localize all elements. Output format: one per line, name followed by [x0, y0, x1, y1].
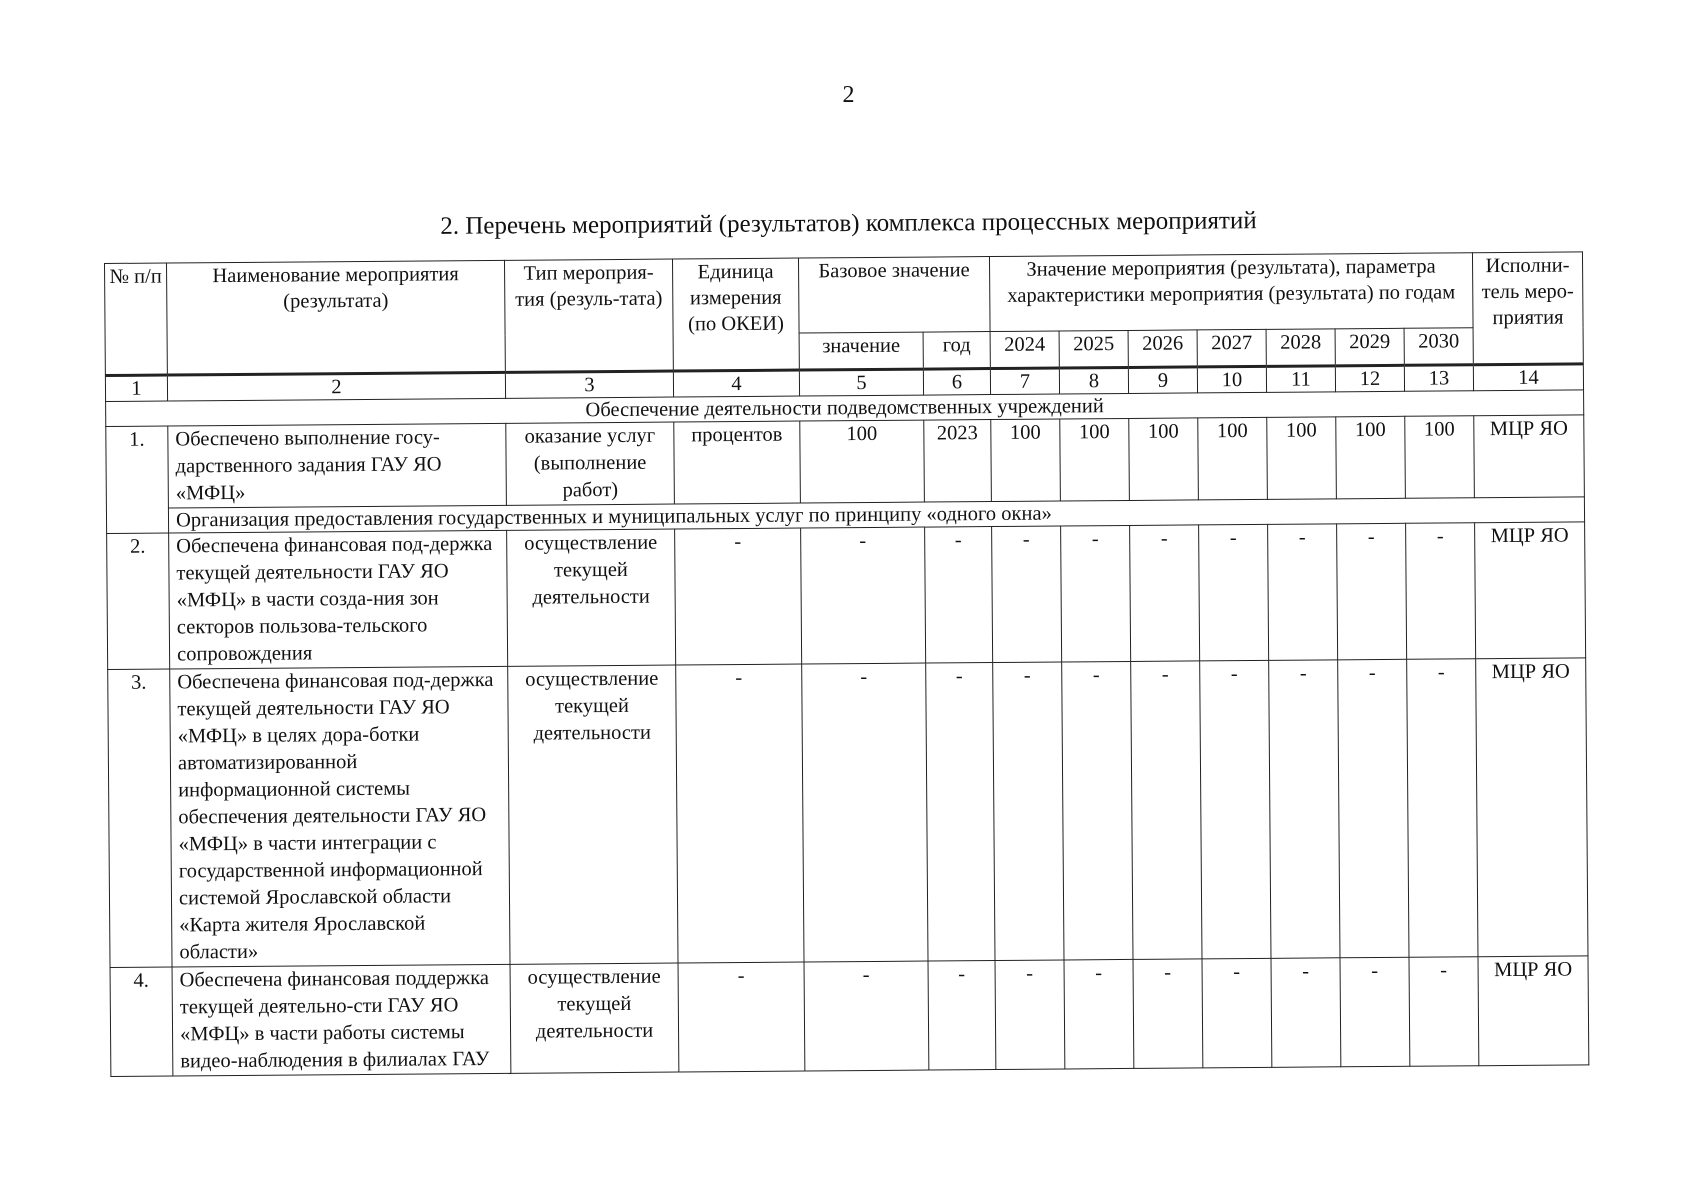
column-number: 6: [923, 369, 990, 396]
header-no: № п/п: [105, 263, 168, 375]
column-number: 11: [1266, 366, 1335, 393]
column-number: 13: [1404, 365, 1473, 392]
header-unit: Единица измерения (по ОКЕИ): [672, 258, 799, 371]
header-values: Значение мероприятия (результата), параметра характеристики мероприятия (результата) по годам: [989, 253, 1473, 332]
row-value: -: [1133, 959, 1203, 1069]
row-value: -: [993, 662, 1064, 961]
header-base-value: значение: [799, 332, 923, 370]
row-executor: МЦР ЯО: [1474, 415, 1585, 498]
row-value: -: [992, 526, 1062, 663]
header-year: 2029: [1335, 328, 1404, 366]
row-number: 2.: [107, 533, 170, 669]
column-number: 2: [167, 372, 505, 401]
row-name: Обеспечена финансовая под-держка текущей деятельности ГАУ ЯО «МФЦ» в целях дора-ботки автоматизированной информационной системы обеспечения деятельности ГАУ ЯО «МФЦ» в части интеграции с государственной информационной системой Ярославской области «Карта жителя Ярославской области»: [170, 666, 510, 967]
row-base-year: -: [925, 527, 993, 664]
table-row: [110, 956, 1589, 1077]
row-unit: -: [675, 528, 802, 665]
table-row: [106, 415, 1585, 509]
header-year: 2027: [1197, 329, 1266, 367]
row-executor: МЦР ЯО: [1478, 956, 1589, 1066]
column-number: 14: [1473, 364, 1583, 391]
subsection-title: Организация предоставления государственных и муниципальных услуг по принципу «одного окна»: [168, 497, 1584, 533]
row-name: Обеспечена финансовая под-держка текущей деятельности ГАУ ЯО «МФЦ» в части созда-ния зон секторов пользова-тельского сопровождения: [169, 530, 508, 669]
row-value: 100: [1267, 417, 1337, 500]
row-value: 100: [1336, 416, 1406, 499]
row-value: -: [1409, 957, 1479, 1067]
column-number: 9: [1128, 367, 1197, 394]
row-executor: МЦР ЯО: [1476, 658, 1588, 957]
column-number: 10: [1197, 366, 1266, 393]
row-value: -: [1406, 523, 1476, 660]
table-row: [107, 522, 1586, 670]
row-value: 100: [991, 419, 1061, 502]
row-value: 100: [1060, 418, 1130, 501]
column-number: 12: [1335, 365, 1404, 392]
header-year: 2024: [990, 331, 1059, 369]
page-number: 2: [842, 82, 855, 108]
row-value: -: [1202, 958, 1272, 1068]
row-base-value: -: [804, 961, 929, 1071]
table-row: [108, 658, 1588, 968]
row-value: -: [1338, 659, 1409, 958]
document-title: 2. Перечень мероприятий (результатов) комплекса процессных мероприятий: [440, 207, 1257, 240]
events-table-wrapper: [104, 251, 1589, 1077]
column-number: 3: [505, 371, 673, 398]
row-number: 1.: [106, 426, 169, 533]
row-unit: -: [678, 962, 805, 1072]
header-type: Тип мероприя-тия (резуль-тата): [504, 259, 673, 372]
row-number: 3.: [108, 669, 172, 967]
row-base-value: 100: [800, 420, 925, 503]
row-value: -: [1200, 660, 1271, 959]
section-title: Обеспечение деятельности подведомственных учреждений: [106, 390, 1584, 427]
row-value: 100: [1198, 417, 1268, 500]
row-value: -: [1337, 523, 1407, 660]
row-type: оказание услуг (выполнение работ): [506, 422, 675, 505]
row-value: -: [1271, 958, 1341, 1068]
header-name: Наименование мероприятия (результата): [167, 260, 506, 375]
row-value: 100: [1405, 416, 1475, 499]
header-year: 2025: [1059, 330, 1128, 368]
row-value: -: [1199, 524, 1269, 661]
row-base-value: -: [802, 663, 928, 962]
row-base-year: 2023: [924, 420, 992, 503]
header-year: 2028: [1266, 329, 1335, 367]
header-base-year: год: [923, 332, 990, 370]
row-name: Обеспечено выполнение госу-дарственного задания ГАУ ЯО «МФЦ»: [168, 423, 507, 508]
header-year: 2026: [1128, 330, 1197, 368]
table-header-row: [105, 252, 1584, 339]
header-base: Базовое значение: [798, 257, 990, 333]
row-value: -: [1130, 525, 1200, 662]
row-value: -: [1269, 660, 1340, 959]
row-unit: процентов: [674, 421, 801, 504]
row-value: -: [1064, 959, 1134, 1069]
row-value: 100: [1129, 418, 1199, 501]
row-type: осуществление текущей деятельности: [507, 529, 676, 666]
row-type: осуществление текущей деятельности: [508, 665, 678, 964]
row-value: -: [1407, 659, 1478, 958]
row-number: 4.: [110, 967, 173, 1076]
row-type: осуществление текущей деятельности: [510, 963, 679, 1073]
row-unit: -: [676, 664, 804, 963]
row-base-value: -: [801, 527, 926, 664]
column-number: 4: [673, 370, 799, 397]
row-value: -: [1131, 661, 1202, 960]
row-name: Обеспечена финансовая поддержка текущей деятельно-сти ГАУ ЯО «МФЦ» в части работы системы видео-наблюдения в филиалах ГАУ: [172, 964, 511, 1076]
column-number: 7: [990, 368, 1059, 395]
header-year: 2030: [1404, 328, 1473, 366]
events-table: [104, 251, 1589, 1077]
row-value: -: [1062, 661, 1133, 960]
column-number: 1: [105, 375, 167, 401]
column-number: 8: [1059, 367, 1128, 394]
column-number: 5: [799, 369, 923, 396]
row-executor: МЦР ЯО: [1475, 522, 1586, 659]
row-base-year: -: [926, 663, 995, 962]
header-executor: Исполни-тель меро-приятия: [1472, 252, 1583, 365]
row-value: -: [1340, 957, 1410, 1067]
row-value: -: [1268, 524, 1338, 661]
row-value: -: [1061, 525, 1131, 662]
row-value: -: [995, 960, 1065, 1070]
row-base-year: -: [928, 961, 996, 1071]
